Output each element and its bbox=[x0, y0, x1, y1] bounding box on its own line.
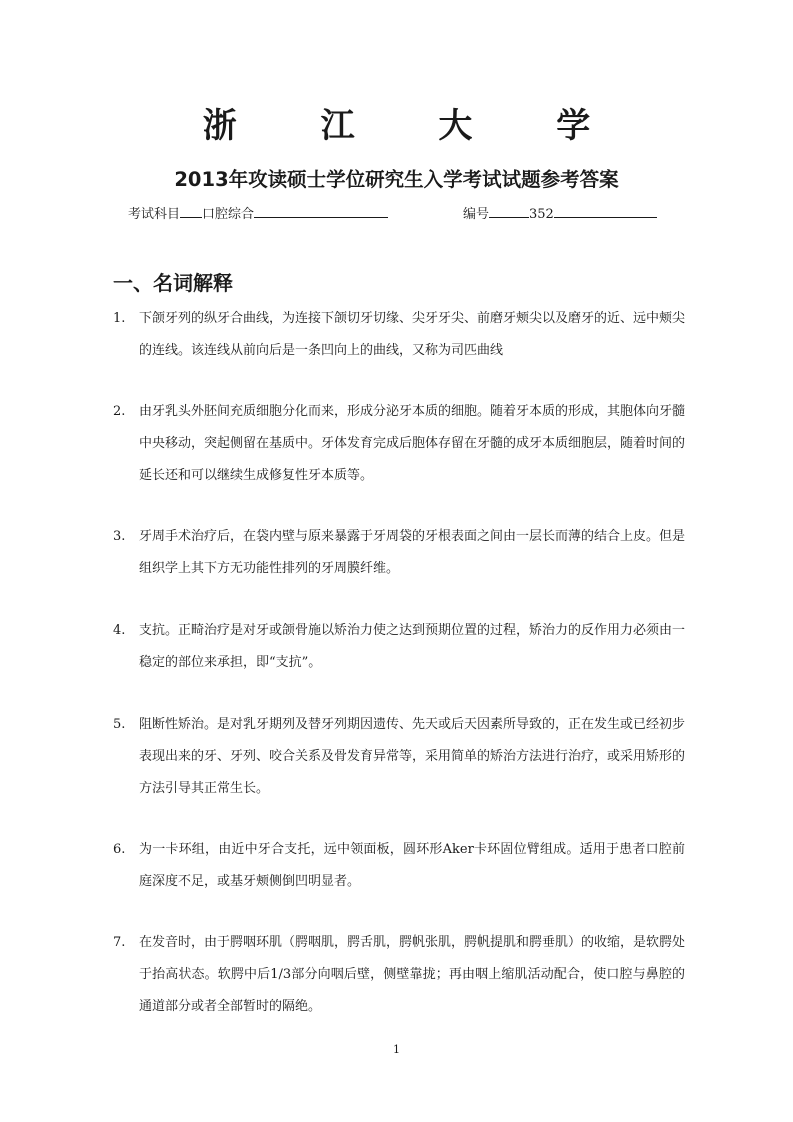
page-number: 1 bbox=[393, 1043, 400, 1056]
item-number: 3. bbox=[113, 529, 126, 544]
answer-item-6 bbox=[113, 834, 685, 898]
item-text: 为一卡环组，由近中牙合支托，远中领面板，圆环形Aker卡环固位臂组成。适用于患者口腔前庭深度不足，或基牙颊侧倒凹明显者。 bbox=[139, 842, 685, 889]
answer-item-7 bbox=[113, 927, 685, 1023]
section-heading: 一、名词解释 bbox=[113, 271, 233, 295]
item-text: 下颌牙列的纵牙合曲线，为连接下颌切牙切缘、尖牙牙尖、前磨牙颊尖以及磨牙的近、远中颊尖的连线。该连线从前向后是一条凹向上的曲线，又称为司匹曲线 bbox=[139, 311, 686, 358]
item-number: 4. bbox=[113, 623, 126, 638]
exam-subject-line bbox=[128, 205, 388, 225]
answer-item-2 bbox=[113, 396, 685, 492]
item-number: 7. bbox=[113, 935, 126, 950]
code-leading-blank bbox=[489, 217, 529, 218]
document-title: 浙 江 大 学 bbox=[202, 106, 627, 146]
item-number: 2. bbox=[113, 404, 126, 419]
code-label: 编号 bbox=[463, 207, 490, 222]
answer-item-3 bbox=[113, 521, 685, 585]
item-text: 支抗。正畸治疗是对牙或颌骨施以矫治力使之达到预期位置的过程，矫治力的反作用力必须由一稳定的部位来承担，即“支抗”。 bbox=[139, 623, 686, 670]
item-number: 6. bbox=[113, 842, 126, 857]
item-text: 由牙乳头外胚间充质细胞分化而来，形成分泌牙本质的细胞。随着牙本质的形成，其胞体向牙髓中央移动，突起侧留在基质中。牙体发育完成后胞体存留在牙髓的成牙本质细胞层，随着时间的延长还和可以继续生成修复性牙本质等。 bbox=[139, 404, 686, 483]
item-number: 5. bbox=[113, 717, 126, 732]
exam-code-line bbox=[463, 205, 657, 225]
code-value: 352 bbox=[529, 207, 554, 222]
item-text: 阻断性矫治。是对乳牙期列及替牙列期因遗传、先天或后天因素所导致的，正在发生或已经初步表现出来的牙、牙列、咬合关系及骨发育异常等，采用简单的矫治方法进行治疗，或采用矫形的方法引导其正常生长。 bbox=[139, 717, 686, 796]
item-text: 在发音时，由于腭咽环肌（腭咽肌，腭舌肌，腭帆张肌，腭帆提肌和腭垂肌）的收缩，是软腭处于抬高状态。软腭中后1/3部分向咽后壁，侧壁靠拢；再由咽上缩肌活动配合，使口腔与鼻腔的通道部分或者全部暂时的隔绝。 bbox=[139, 935, 686, 1014]
subject-trailing-blank bbox=[254, 217, 388, 218]
item-number: 1. bbox=[113, 311, 126, 326]
code-trailing-blank bbox=[554, 217, 657, 218]
exam-subtitle: 2013年攻读硕士学位研究生入学考试试题参考答案 bbox=[174, 168, 619, 191]
subject-label: 考试科目 bbox=[128, 207, 181, 222]
answer-item-1 bbox=[113, 303, 685, 367]
answer-item-5 bbox=[113, 709, 685, 805]
subject-value: 口腔综合 bbox=[202, 207, 255, 222]
subject-leading-blank bbox=[180, 217, 202, 218]
answer-item-4 bbox=[113, 615, 685, 679]
item-text: 牙周手术治疗后，在袋内壁与原来暴露于牙周袋的牙根表面之间由一层长而薄的结合上皮。但是组织学上其下方无功能性排列的牙周膜纤维。 bbox=[139, 529, 686, 576]
